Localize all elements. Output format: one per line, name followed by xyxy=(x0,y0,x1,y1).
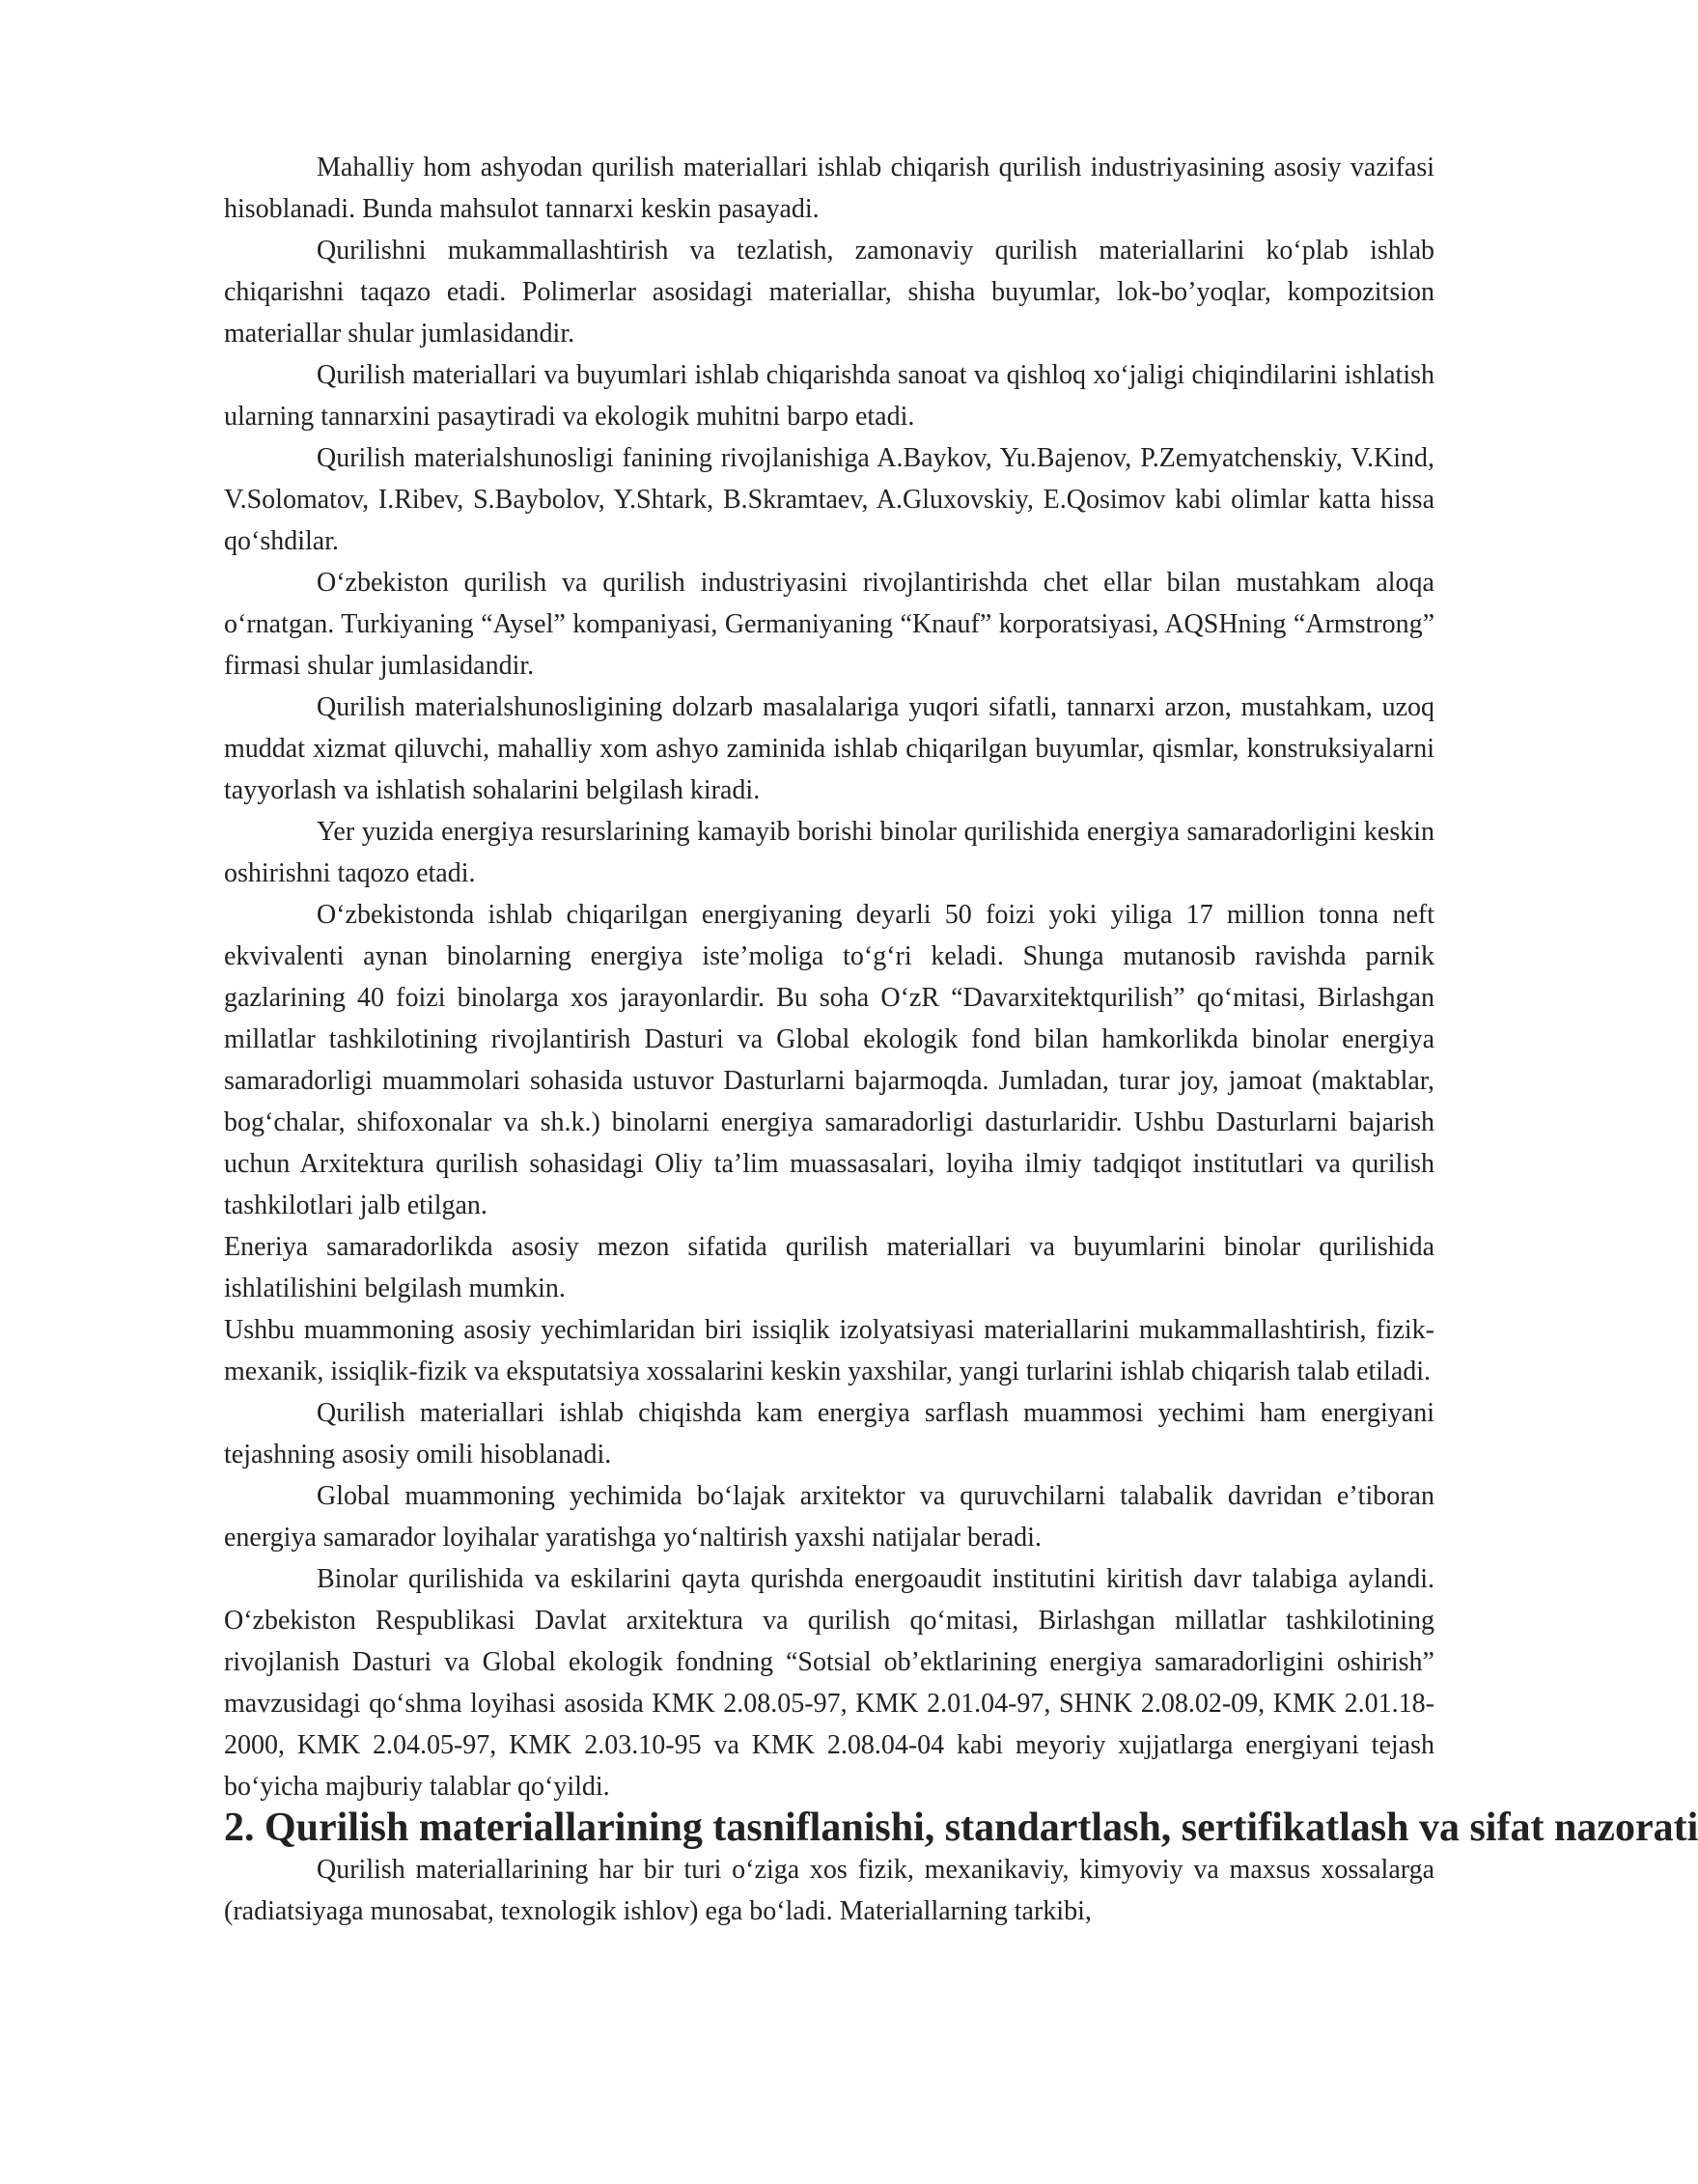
paragraph-modern-materials: Qurilishni mukammallashtirish va tezlatish, zamonaviy qurilish materiallarini koʻplab ishlab chiqarishni taqazo etadi. Polimerlar asosidagi materiallar, shisha buyumlar, lok-boʼyoqlar, kompozitsion materiallar shular jumlasidandir. xyxy=(224,236,1434,349)
paragraph-student-training: Global muammoning yechimida boʻlajak arxitektor va quruvchilarni talabalik davridan eʼtiboran energiya samarador loyihalar yaratishga yoʻnaltirish yaxshi natijalar beradi. xyxy=(224,1481,1434,1553)
section-heading: 2. Qurilish materiallarining tasniflanishi, standartlash, sertifikatlash va sifat nazorati xyxy=(224,1806,1698,1850)
paragraph-energy-resources: Yer yuzida energiya resurslarining kamayib borishi binolar qurilishida energiya samaradorligini keskin oshirishni taqozo etadi. xyxy=(224,817,1434,888)
paragraph-current-issues: Qurilish materialshunosligining dolzarb masalalariga yuqori sifatli, tannarxi arzon, mustahkam, uzoq muddat xizmat qiluvchi, mahalliy xom ashyo zaminida ishlab chiqarilgan buyumlar, qismlar, konstruksiyalarni tayyorlash va ishlatish sohalarini belgilash kiradi. xyxy=(224,692,1434,805)
paragraph-insulation: Ushbu muammoning asosiy yechimlaridan biri issiqlik izolyatsiyasi materiallarini mukammallashtirish, fizik-mexanik, issiqlik-fizik va eksputatsiya xossalarini keskin yaxshilar, yangi turlarini ishlab chiqarish talab etiladi. xyxy=(224,1315,1434,1386)
document-page xyxy=(224,147,1698,1932)
paragraph-efficiency-criterion: Eneriya samaradorlikda asosiy mezon sifatida qurilish materiallari va buyumlarini binolar qurilishida ishlatilishini belgilash mumkin. xyxy=(224,1232,1434,1303)
paragraph-energy-audit: Binolar qurilishida va eskilarini qayta qurishda energoaudit institutini kiritish davr talabiga aylandi. Oʻzbekiston Respublikasi Davlat arxitektura va qurilish qoʻmitasi, Birlashgan millatlar tashkilotining rivojlanish Dasturi va Global ekologik fondning “Sotsial obʼektlarining energiya samaradorligini oshirish” mavzusidagi qoʻshma loyihasi asosida KMK 2.08.05-97, KMK 2.01.04-97, SHNK 2.08.02-09, KMK 2.01.18-2000, KMK 2.04.05-97, KMK 2.03.10-95 va KMK 2.08.04-04 kabi meyoriy xujjatlarga energiyani tejash boʻyicha majburiy talablar qoʻyildi. xyxy=(224,1564,1434,1802)
paragraph-energy-consumption: Oʻzbekistonda ishlab chiqarilgan energiyaning deyarli 50 foizi yoki yiliga 17 million tonna neft ekvivalenti aynan binolarning energiya isteʼmoliga toʻgʻri keladi. Shunga mutanosib ravishda parnik gazlarining 40 foizi binolarga xos jarayonlardir. Bu soha OʻzR “Davarxitektqurilish” qoʻmitasi, Birlashgan millatlar tashkilotining rivojlantirish Dasturi va Global ekologik fond bilan hamkorlikda binolar energiya samaradorligi muammolari sohasida ustuvor Dasturlarni bajarmoqda. Jumladan, turar joy, jamoat (maktablar, bogʻchalar, shifoxonalar va sh.k.) binolarni energiya samaradorligi dasturlaridir. Ushbu Dasturlarni bajarish uchun Arxitektura qurilish sohasidagi Oliy taʼlim muassasalari, loyiha ilmiy tadqiqot institutlari va qurilish tashkilotlari jalb etilgan. xyxy=(224,900,1434,1220)
paragraph-scientists: Qurilish materialshunosligi fanining rivojlanishiga A.Baykov, Yu.Bajenov, P.Zemyatchenskiy, V.Kind, V.Solomatov, I.Ribev, S.Baybolov, Y.Shtark, B.Skramtaev, A.Gluxovskiy, E.Qosimov kabi olimlar katta hissa qoʻshdilar. xyxy=(224,443,1434,556)
paragraph-low-energy-production: Qurilish materiallari ishlab chiqishda kam energiya sarflash muammosi yechimi ham energiyani tejashning asosiy omili hisoblanadi. xyxy=(224,1398,1434,1470)
paragraph-foreign-partners: Oʻzbekiston qurilish va qurilish industriyasini rivojlantirishda chet ellar bilan mustahkam aloqa oʻrnatgan. Turkiyaning “Aysel” kompaniyasi, Germaniyaning “Knauf” korporatsiyasi, AQSHning “Armstrong” firmasi shular jumlasidandir. xyxy=(224,568,1434,681)
paragraph-waste-usage: Qurilish materiallari va buyumlari ishlab chiqarishda sanoat va qishloq xoʻjaligi chiqindilarini ishlatish ularning tannarxini pasaytiradi va ekologik muhitni barpo etadi. xyxy=(224,360,1434,432)
paragraph-material-properties: Qurilish materiallarining har bir turi oʻziga xos fizik, mexanikaviy, kimyoviy va maxsus xossalarga (radiatsiyaga munosabat, texnologik ishlov) ega boʻladi. Materiallarning tarkibi, xyxy=(224,1855,1434,1926)
paragraph-local-materials: Mahalliy hom ashyodan qurilish materiallari ishlab chiqarish qurilish industriyasining asosiy vazifasi hisoblanadi. Bunda mahsulot tannarxi keskin pasayadi. xyxy=(224,153,1434,224)
